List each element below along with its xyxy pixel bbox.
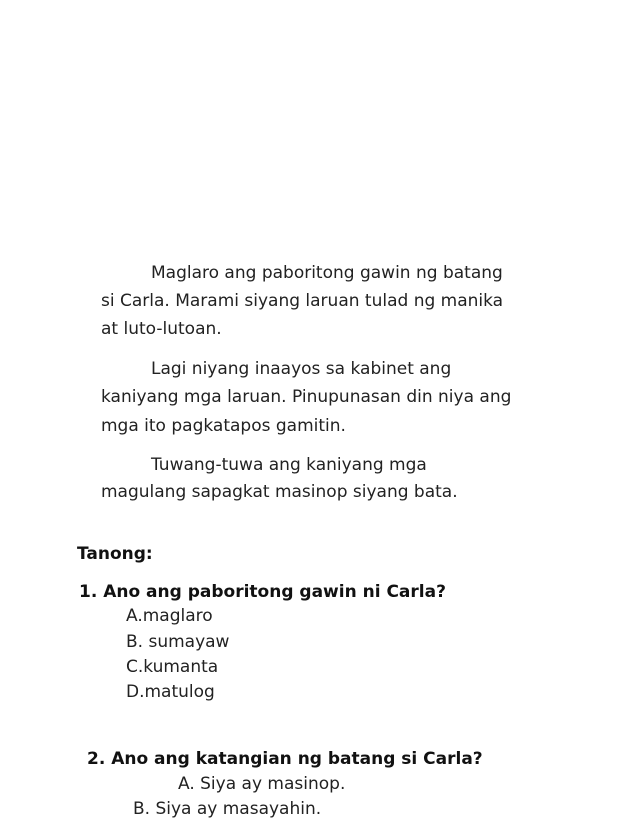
story-line: Tuwang-tuwa ang kaniyang mga: [151, 455, 427, 475]
question-1: 1. Ano ang paboritong gawin ni Carla?: [79, 582, 446, 602]
choice-1d: D.matulog: [126, 682, 215, 702]
choice-1b: B. sumayaw: [126, 632, 230, 652]
story-line: mga ito pagkatapos gamitin.: [101, 416, 346, 436]
story-line: Lagi niyang inaayos sa kabinet ang: [151, 359, 452, 379]
choice-1a: A.maglaro: [126, 606, 213, 626]
choice-1c: C.kumanta: [126, 657, 219, 677]
choice-2a: A. Siya ay masinop.: [178, 774, 346, 794]
question-2: 2. Ano ang katangian ng batang si Carla?: [87, 749, 483, 769]
choice-2b: B. Siya ay masayahin.: [133, 799, 322, 819]
quiz-heading: Tanong:: [77, 544, 153, 564]
story-line: magulang sapagkat masinop siyang bata.: [101, 482, 458, 502]
story-line: kaniyang mga laruan. Pinupunasan din niya ang: [101, 387, 512, 407]
story-line: si Carla. Marami siyang laruan tulad ng manika: [101, 291, 504, 311]
story-line: Maglaro ang paboritong gawin ng batang: [151, 263, 503, 283]
story-line: at luto-lutoan.: [101, 319, 222, 339]
